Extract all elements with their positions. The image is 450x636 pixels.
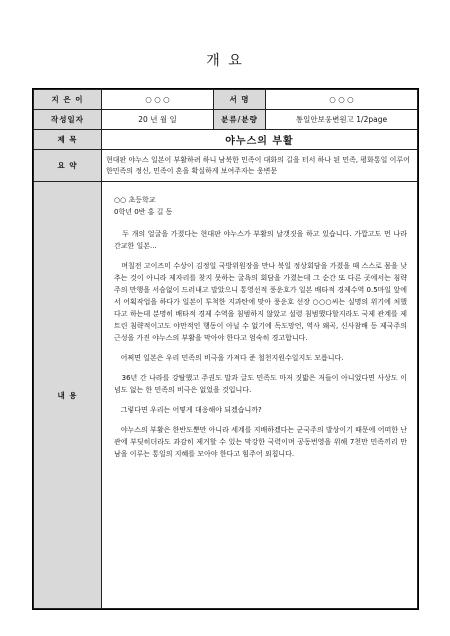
signature-value: ○ ○ ○: [266, 90, 418, 110]
content-paragraph: 야누스의 부활은 한반도뿐만 아니라 세계를 지배하겠다는 군국주의 발상이기 때문에 어떠한 난관에 부딪히더라도 과감히 제거할 수 있는 막강한 국력이며 공동번영을 위해 7천만 민족끼리 만남을 이루는 통일의 지혜를 모아야 한다고 힘주어 외칩니다.: [114, 426, 407, 458]
writer-value: ○ ○ ○: [102, 90, 214, 110]
school-name: ○○ 초등학교: [114, 196, 156, 204]
content-label: 내 용: [34, 182, 102, 609]
content-paragraph: 두 개의 얼굴을 가졌다는 현대판 야누스가 부활의 날갯짓을 하고 있습니다. 가깝고도 먼 나라 간교한 일본...: [114, 230, 407, 250]
student-info: 0학년 0반 홍 길 동: [114, 208, 173, 216]
content-paragraph: 36년 간 나라를 강탈했고 주권도 말과 글도 민족도 마저 짓밟은 저들이 아니었다면 사상도 이념도 없는 한 민족의 비극은 없었을 것입니다.: [114, 374, 407, 394]
category-value: 통일안보웅변원고 1/2page: [266, 110, 418, 130]
document-form: [32, 88, 419, 610]
summary-label: 요 약: [34, 150, 102, 182]
date-value: 20 년 월 일: [102, 110, 214, 130]
content-paragraph: 며칠전 고이즈미 수상이 김정일 국방위원장을 만나 북일 정상회담을 가졌을 때 스스로 몸을 낮추는 것이 아니라 제자리를 찾지 못하는 굴욕의 회담을 가졌는데 그 순간 또 다른 곳에서는 침략주의 만행을 서슴없이 드러내고 말았으니 통영선적 풍운호가 일본 배타적 경제수역 0.5마일 앞에서 어획작업을 하다가 일본이 투척한 지과탄에 맞아 풍운호 선장 ○○○씨는 실명의 위기에 처했다고 하는데 분명히 배타적 경제 수역을 침범하지 않았고 설령 침범했다할지라도 국제 관계를 제트린 침략적이고도 야만적인 행동이 아닐 수 없기에 독도망언, 역사 왜곡, 신사참배 등 제국주의 근성을 가진 야누스의 부활을 막아야 한다고 엄숙히 경고합니다.: [114, 262, 407, 342]
subject-value: 야누스의 부활: [102, 130, 418, 150]
summary-value: 현대판 야누스 일본이 부활하려 하니 남북한 민족이 대화의 길을 터서 하나 된 민족, 평화통일 이루어 한민족의 정신, 민족이 혼을 확실하게 보여주자는 웅변문: [102, 150, 418, 182]
content-paragraph: 어쩌면 일본은 우리 민족의 비극을 가져다 준 철천지원수일지도 모릅니다.: [114, 354, 344, 362]
subject-label: 제 목: [34, 130, 102, 150]
signature-label: 서 명: [214, 90, 266, 110]
page-title: 개 요: [206, 53, 244, 69]
content-body: [102, 182, 418, 609]
category-label: 분류/분량: [214, 110, 266, 130]
content-paragraph: 그렇다면 우리는 어떻게 대응해야 되겠습니까?: [114, 406, 262, 414]
writer-label: 지 은 이: [34, 90, 102, 110]
info-table: [33, 89, 418, 609]
date-label: 작성일자: [34, 110, 102, 130]
